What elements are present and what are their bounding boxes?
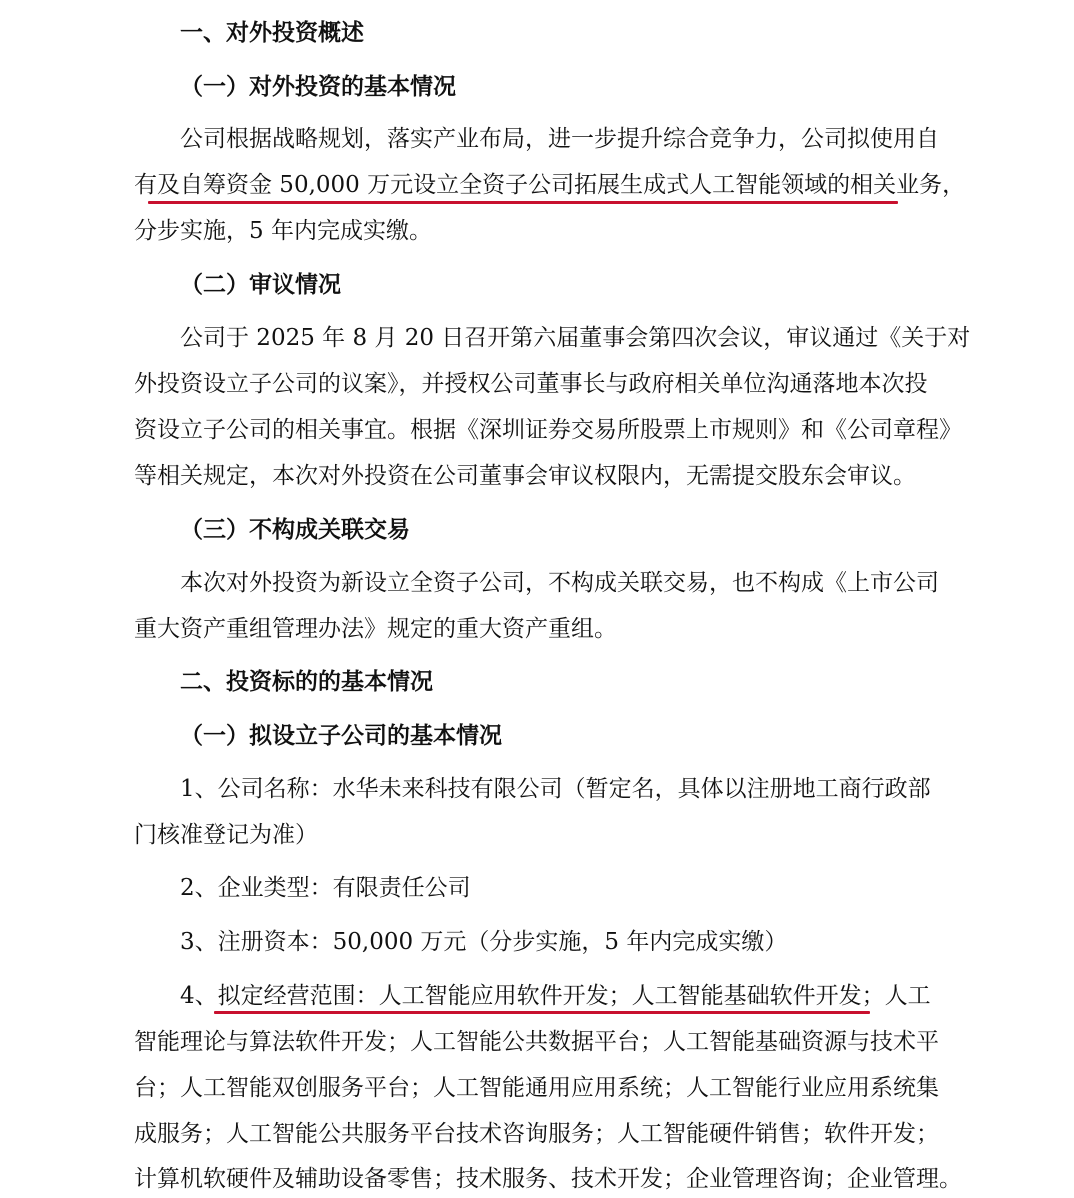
paragraph-line: 有及自筹资金 50,000 万元设立全资子公司拓展生成式人工智能领域的相关业务， xyxy=(134,172,966,198)
paragraph-line: 外投资设立子公司的议案》，并授权公司董事长与政府相关单位沟通落地本次投 xyxy=(134,371,928,397)
list-item-line: 3、注册资本：50,000 万元（分步实施，5 年内完成实缴） xyxy=(180,929,788,955)
highlight-underline xyxy=(214,1011,870,1014)
section-1-1-heading: （一）对外投资的基本情况 xyxy=(180,73,456,100)
section-2-heading: 二、投资标的的基本情况 xyxy=(180,668,433,695)
paragraph-line: 重大资产重组管理办法》规定的重大资产重组。 xyxy=(134,616,617,642)
paragraph-line: 分步实施，5 年内完成实缴。 xyxy=(134,218,432,244)
section-2-1-heading: （一）拟设立子公司的基本情况 xyxy=(180,722,502,749)
list-item-line: 2、企业类型：有限责任公司 xyxy=(180,875,471,901)
list-item-line: 门核准登记为准） xyxy=(134,822,318,848)
section-1-2-heading: （二）审议情况 xyxy=(180,271,341,298)
paragraph-line: 公司根据战略规划，落实产业布局，进一步提升综合竞争力，公司拟使用自 xyxy=(180,126,939,152)
list-item-line: 1、公司名称：水华未来科技有限公司（暂定名，具体以注册地工商行政部 xyxy=(180,776,931,802)
section-1-heading: 一、对外投资概述 xyxy=(180,19,364,46)
list-item-line: 计算机软硬件及辅助设备零售；技术服务、技术开发；企业管理咨询；企业管理。 xyxy=(134,1166,962,1192)
paragraph-line: 本次对外投资为新设立全资子公司，不构成关联交易，也不构成《上市公司 xyxy=(180,570,939,596)
list-item-line: 智能理论与算法软件开发；人工智能公共数据平台；人工智能基础资源与技术平 xyxy=(134,1029,939,1055)
paragraph-line: 等相关规定，本次对外投资在公司董事会审议权限内，无需提交股东会审议。 xyxy=(134,463,916,489)
paragraph-line: 公司于 2025 年 8 月 20 日召开第六届董事会第四次会议，审议通过《关于对 xyxy=(180,325,971,351)
list-item-line: 成服务；人工智能公共服务平台技术咨询服务；人工智能硬件销售；软件开发； xyxy=(134,1121,939,1147)
list-item-line: 4、拟定经营范围：人工智能应用软件开发；人工智能基础软件开发；人工 xyxy=(180,983,931,1009)
highlight-underline xyxy=(148,201,898,204)
paragraph-line: 资设立子公司的相关事宜。根据《深圳证券交易所股票上市规则》和《公司章程》 xyxy=(134,417,962,443)
list-item-line: 台；人工智能双创服务平台；人工智能通用应用系统；人工智能行业应用系统集 xyxy=(134,1075,939,1101)
section-1-3-heading: （三）不构成关联交易 xyxy=(180,516,410,543)
